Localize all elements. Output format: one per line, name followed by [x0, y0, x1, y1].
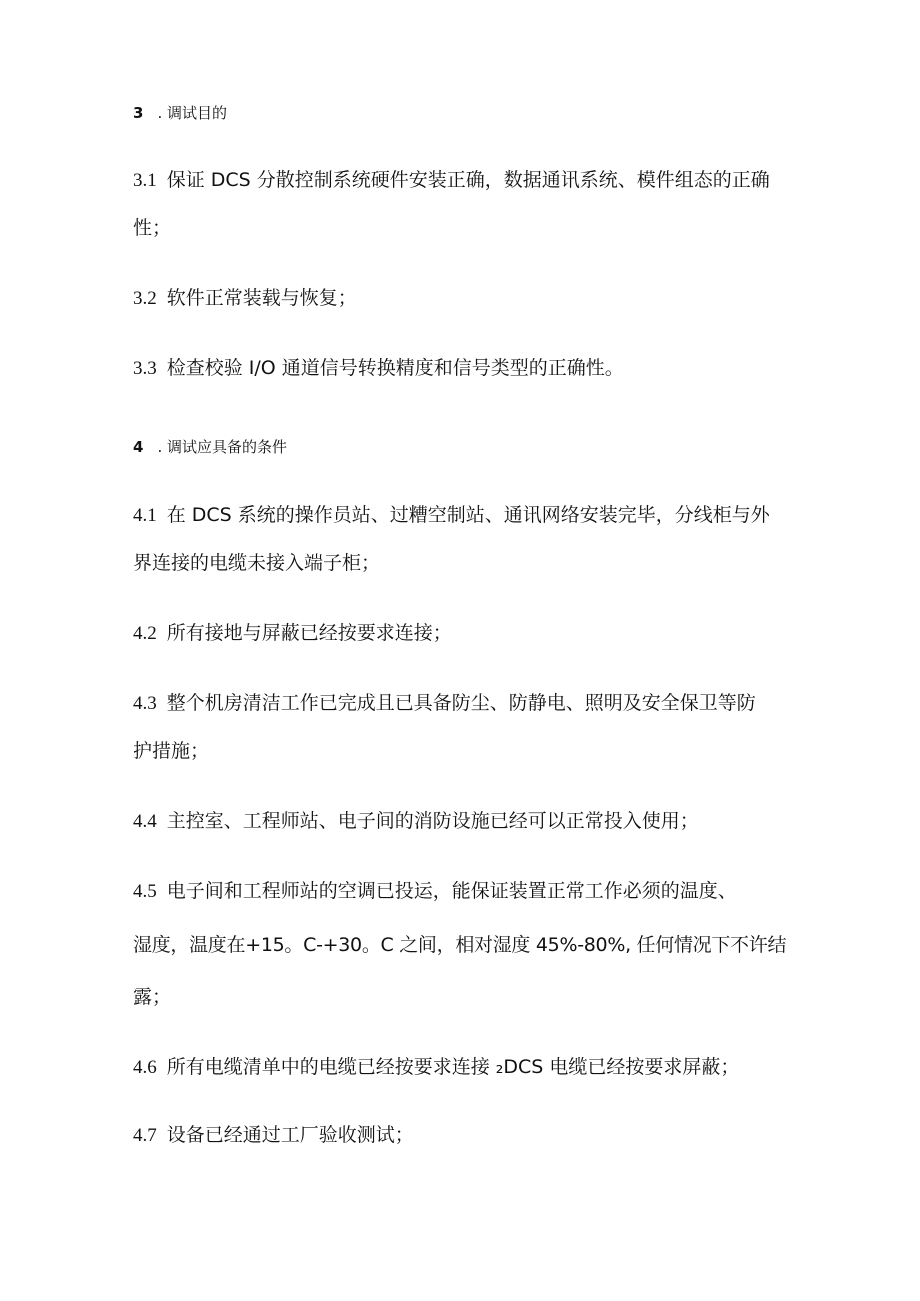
section-number: 4 — [133, 438, 144, 456]
item-text: 护措施； — [133, 740, 210, 762]
item-text: 保证 DCS 分散控制系统硬件安装正确，数据通讯系统、模件组态的正确 — [166, 169, 770, 191]
item-number: 3.3 — [133, 358, 157, 379]
item-text: 电子间和工程师站的空调已投运，能保证装置正常工作必须的温度、 — [166, 880, 737, 902]
paragraph-3-1-cont — [133, 216, 171, 240]
paragraph-3-2 — [133, 286, 357, 311]
item-number: 4.6 — [133, 1057, 157, 1078]
item-text: 软件正常装载与恢复； — [166, 287, 357, 309]
paragraph-4-5-cont2 — [133, 985, 171, 1009]
item-number: 3.2 — [133, 288, 157, 309]
item-text: 湿度，温度在+15。C-+30。C 之间，相对湿度 45%-80%, 任何情况下不许结 — [133, 934, 787, 956]
paragraph-3-3 — [133, 356, 624, 381]
item-number: 4.2 — [133, 623, 157, 644]
item-text: 性； — [133, 217, 172, 239]
item-text: 在 DCS 系统的操作员站、过糟空制站、通讯网络安装完毕，分线柜与外 — [166, 504, 770, 526]
section-number: 3 — [133, 104, 144, 122]
item-text: 所有电缆清单中的电缆已经按要求连接 ₂DCS 电缆已经按要求屏蔽； — [166, 1056, 740, 1078]
item-text: 露； — [133, 986, 172, 1008]
item-text: 检查校验 I/O 通道信号转换精度和信号类型的正确性。 — [166, 357, 624, 379]
item-number: 4.7 — [133, 1125, 157, 1146]
paragraph-4-4 — [133, 809, 699, 834]
paragraph-4-3 — [133, 691, 756, 716]
item-text: 设备已经通过工厂验收测试； — [166, 1124, 414, 1146]
item-text: 界连接的电缆未接入端子柜； — [133, 552, 381, 574]
paragraph-3-1 — [133, 168, 770, 193]
item-number: 4.5 — [133, 881, 157, 902]
paragraph-4-6 — [133, 1055, 739, 1080]
item-text: 主控室、工程师站、电子间的消防设施已经可以正常投入使用； — [166, 810, 699, 832]
section-title: . 调试目的 — [157, 104, 227, 122]
item-text: 所有接地与屏蔽已经按要求连接； — [166, 622, 452, 644]
item-number: 4.4 — [133, 811, 157, 832]
section-heading-3 — [133, 101, 227, 125]
item-number: 4.3 — [133, 693, 157, 714]
item-text: 整个机房清洁工作已完成且已具备防尘、防静电、照明及安全保卫等防 — [166, 692, 756, 714]
paragraph-4-2 — [133, 621, 452, 646]
section-heading-4 — [133, 435, 287, 459]
paragraph-4-3-cont — [133, 739, 209, 763]
paragraph-4-5-cont — [133, 933, 786, 957]
paragraph-4-7 — [133, 1123, 414, 1148]
item-number: 3.1 — [133, 170, 157, 191]
paragraph-4-1 — [133, 503, 770, 528]
section-title: . 调试应具备的条件 — [157, 438, 287, 456]
item-number: 4.1 — [133, 505, 157, 526]
paragraph-4-5 — [133, 879, 737, 904]
paragraph-4-1-cont — [133, 551, 380, 575]
